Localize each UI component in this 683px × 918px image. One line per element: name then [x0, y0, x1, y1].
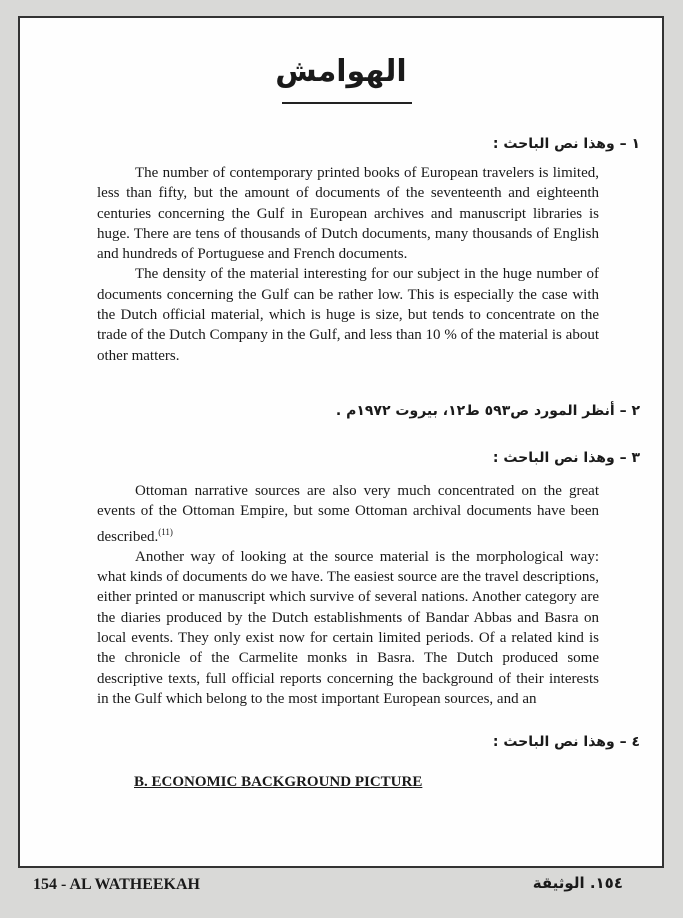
note-4-heading: ٤ – وهذا نص الباحث : — [492, 734, 640, 750]
note-2-heading: ٢ – أنظر المورد ص٥٩٣ ط١٢، بيروت ١٩٧٢م . — [335, 403, 640, 419]
footnote-reference: (11) — [158, 526, 173, 537]
note-3-paragraph-1 — [97, 481, 599, 547]
note-1-paragraph-2: The density of the material interesting for our subject in the huge number of documents concerning the Gulf can be rather low. This is especially the case with the Dutch official material, which is huge is size, but tends to concentrate on the trade of the Dutch Company in the Gulf, and less than 10 % of the material is about other matters. — [97, 266, 599, 364]
title-underline — [282, 102, 412, 104]
note-3-paragraph-2: Another way of looking at the source material is the morphological way: what kinds of documents do we have. The easiest source are the travel descriptions, either printed or manuscript which survive of several nations. Another category are the diaries produced by the Dutch establishments of Bandar Abbas and Basra on local events. They only exist now for certain limited periods. Of a related kind is the chronicle of the Carmelite monks in Basra. The Dutch produced some descriptive texts, full official reports concerning the background of their interests in the Gulf which belong to the most important European sources, and an — [97, 548, 599, 707]
footer-page-label: 154 - AL WATHEEKAH — [33, 876, 200, 893]
section-title: B. ECONOMIC BACKGROUND PICTURE — [134, 774, 423, 790]
document-page — [18, 16, 664, 868]
note-1-heading: ١ – وهذا نص الباحث : — [492, 136, 640, 152]
note-1-paragraph-1: The number of contemporary printed books of European travelers is limited, less than fifty, but the amount of documents of the seventeenth and eighteenth centuries concerning the Gulf in European archives and manuscript libraries is huge. There are tens of thousands of Dutch documents, many thousands of English and hundreds of Portuguese and French documents. — [97, 165, 599, 263]
note-3-paragraph-1-text: Ottoman narrative sources are also very much concentrated on the great events of the Ottoman Empire, but some Ottoman archival documents have been described. — [97, 483, 599, 545]
note-1-body — [97, 163, 599, 366]
note-3-heading: ٣ – وهذا نص الباحث : — [492, 450, 640, 466]
footer-arabic-label: ١٥٤. الوثيقة — [532, 874, 623, 892]
page-title: الهوامش — [275, 54, 407, 89]
note-3-body — [97, 481, 599, 709]
